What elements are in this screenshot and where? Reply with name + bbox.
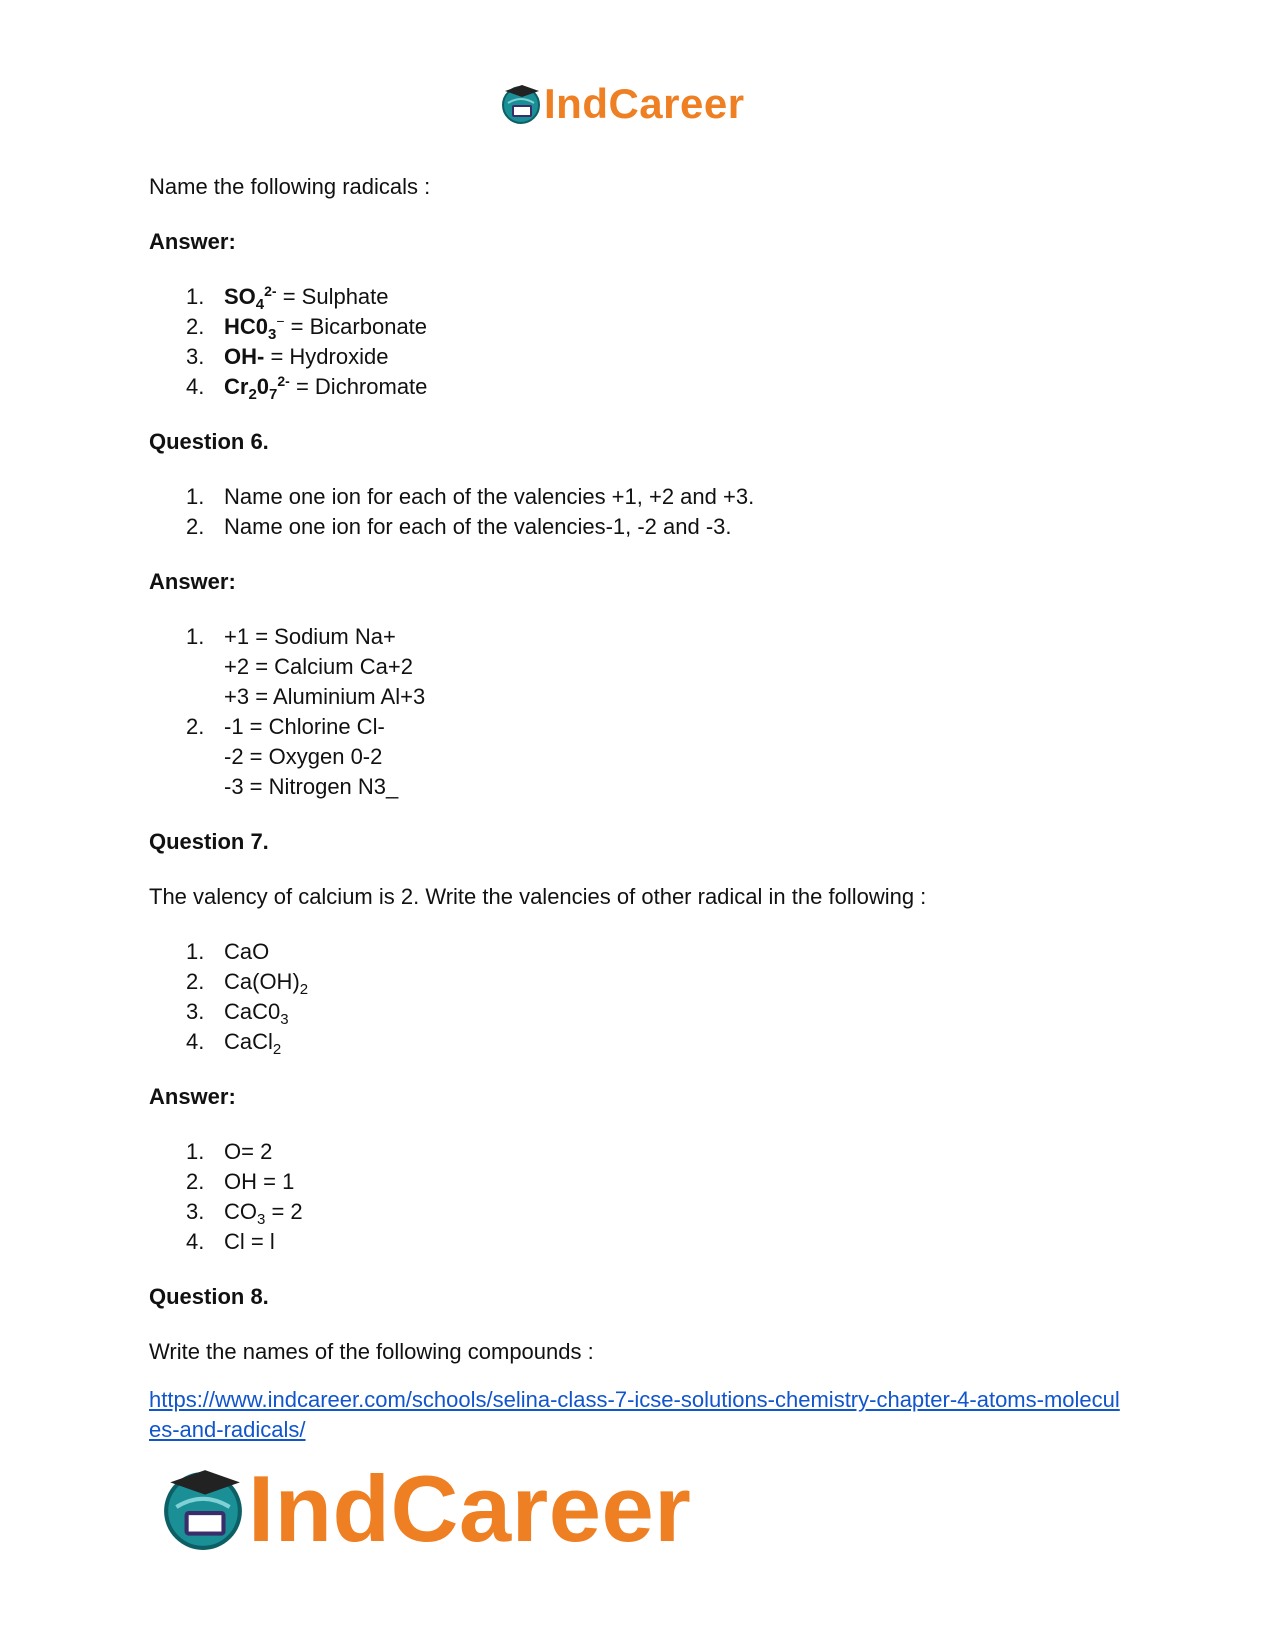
radicals-list: [149, 282, 1129, 402]
question-8-text: Write the names of the following compounds :: [149, 1339, 594, 1364]
list-item: 2. $Ca(OH)_2$: [186, 969, 309, 998]
question-6-title: Question 6.: [149, 429, 269, 454]
list-item: 2. Name one ion for each of the valencies-1, -2 and -3.: [186, 514, 732, 539]
list-item: 4. $Cr_20_7^{2-}$ = Dichromate: [186, 373, 428, 403]
answer-heading: Answer:: [149, 569, 236, 594]
list-item: 3. OH- = Hydroxide: [186, 344, 389, 369]
question-6-list: [149, 482, 1129, 542]
list-item: 2. $HC0_3^-$ = Bicarbonate: [186, 313, 428, 343]
list-item: 3. $CaC0_3$: [186, 999, 289, 1028]
globe-graduation-cap-icon: [500, 83, 542, 125]
question-6-answers: [149, 622, 1129, 802]
list-item: 1. Name one ion for each of the valencies +1, +2 and +3.: [186, 484, 755, 509]
brand-name: IndCareer: [544, 80, 745, 127]
question-8-title: Question 8.: [149, 1284, 269, 1309]
answer-heading: Answer:: [149, 229, 236, 254]
footer-logo: [160, 1456, 692, 1561]
source-link[interactable]: https://www.indcareer.com/schools/selina-class-7-icse-solutions-chemistry-chapter-4-atoms-molecules-and-radicals/: [149, 1387, 1120, 1442]
question-7-text: The valency of calcium is 2. Write the valencies of other radical in the following :: [149, 884, 927, 909]
brand-name: IndCareer: [248, 1456, 692, 1561]
list-item: 1. CaO: [186, 939, 270, 964]
intro-text: Name the following radicals :: [149, 174, 431, 199]
list-item: 4. Cl = l: [186, 1229, 275, 1254]
header-logo: [500, 80, 745, 128]
list-item: 1. O= 2: [186, 1139, 273, 1164]
question-7-title: Question 7.: [149, 829, 269, 854]
answer-heading: Answer:: [149, 1084, 236, 1109]
globe-graduation-cap-icon: [160, 1466, 246, 1552]
list-item: 2. OH = 1: [186, 1169, 295, 1194]
question-7-list: [149, 937, 1129, 1057]
question-7-answers: [149, 1137, 1129, 1257]
list-item: 4. CaCl$_2$: [186, 1029, 282, 1058]
list-item: 1. $SO_4^{2-}$ = Sulphate: [186, 283, 389, 313]
document-body: [149, 172, 1129, 1445]
list-item: 3. $CO_3 = 2$: [186, 1199, 303, 1228]
list-item: 2. -1 = Chlorine Cl- -2 = Oxygen 0-2 -3 = Nitrogen N3_: [186, 714, 399, 799]
list-item: 1. +1 = Sodium Na+ +2 = Calcium Ca+2 +3 = Aluminium Al+3: [186, 624, 426, 709]
